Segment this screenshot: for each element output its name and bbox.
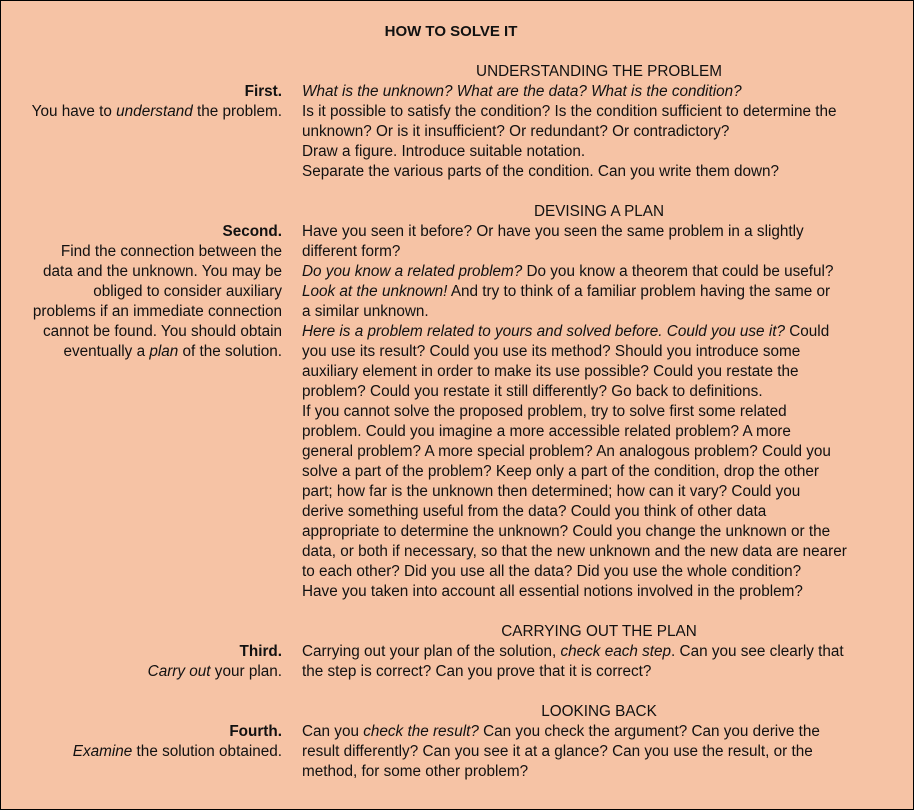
section-left-column — [1, 222, 282, 362]
step-description: problems if an immediate connection — [32, 303, 282, 320]
question-line: general problem? A more special problem? An analogous problem? Could you — [302, 443, 831, 460]
text-run: You have to — [31, 103, 117, 120]
question-line: problem? Could you restate it still differently? Go back to definitions. — [302, 383, 763, 400]
section-heading: DEVISING A PLAN — [533, 203, 665, 220]
question-line — [302, 642, 902, 662]
question-line: problem. Could you imagine a more accessible related problem? A more — [302, 423, 791, 440]
question-line: method, for some other problem? — [302, 763, 529, 780]
step-description — [1, 662, 282, 682]
question-line: Is it possible to satisfy the condition? Is the condition sufficient to determine the — [302, 103, 837, 120]
section-right-column — [302, 222, 902, 602]
section-left-column — [1, 722, 282, 762]
question-line: What is the unknown? What are the data? What is the condition? — [302, 83, 742, 100]
step-label: Fourth. — [229, 723, 282, 740]
question-line: a similar unknown. — [302, 303, 429, 320]
text-run: Can you check the argument? Can you derive the — [478, 723, 820, 740]
text-run: And try to think of a familiar problem having the same or — [447, 283, 831, 300]
step-description — [1, 102, 282, 122]
emphasis-text: plan — [149, 343, 179, 360]
section-right-column — [302, 722, 902, 782]
question-line: unknown? Or is it insufficient? Or redundant? Or contradictory? — [302, 123, 730, 140]
question-line: part; how far is the unknown then determined; how can it vary? Could you — [302, 483, 801, 500]
question-line — [302, 722, 902, 742]
step-description: obliged to consider auxiliary — [93, 283, 282, 300]
emphasis-text: Examine — [72, 743, 133, 760]
question-line: Have you taken into account all essential notions involved in the problem? — [302, 583, 803, 600]
text-run: the solution obtained. — [132, 743, 282, 760]
section-right-column — [302, 82, 902, 182]
emphasis-text: Carry out — [147, 663, 211, 680]
question-line: the step is correct? Can you prove that it is correct? — [302, 663, 652, 680]
question-line: appropriate to determine the unknown? Could you change the unknown or the — [302, 523, 831, 540]
question-line: you use its result? Could you use its method? Should you introduce some — [302, 343, 801, 360]
text-run: the problem. — [192, 103, 282, 120]
question-line: Draw a figure. Introduce suitable notation. — [302, 143, 586, 160]
text-run: Carrying out your plan of the solution, — [302, 643, 561, 660]
text-run: eventually a — [63, 343, 150, 360]
question-line: to each other? Did you use all the data? Did you use the whole condition? — [302, 563, 802, 580]
emphasis-text: check each step — [560, 643, 672, 660]
section-left-column — [1, 642, 282, 682]
question-line — [302, 262, 902, 282]
step-description: cannot be found. You should obtain — [42, 323, 282, 340]
question-line: Separate the various parts of the condition. Can you write them down? — [302, 163, 780, 180]
text-run: Do you know a theorem that could be useful? — [522, 263, 834, 280]
text-run: of the solution. — [178, 343, 282, 360]
text-run: your plan. — [210, 663, 282, 680]
emphasis-text: understand — [116, 103, 193, 120]
question-line: If you cannot solve the proposed problem, try to solve first some related — [302, 403, 787, 420]
step-description — [1, 342, 282, 362]
question-line: auxiliary element in order to make its use possible? Could you restate the — [302, 363, 799, 380]
emphasis-text: check the result? — [363, 723, 479, 740]
section-heading: LOOKING BACK — [541, 703, 657, 720]
text-run: Can you — [302, 723, 364, 740]
question-line: data, or both if necessary, so that the new unknown and the new data are nearer — [302, 543, 847, 560]
step-label: Second. — [222, 223, 282, 240]
question-line — [302, 282, 902, 302]
step-description: Find the connection between the — [60, 243, 282, 260]
section-heading: UNDERSTANDING THE PROBLEM — [476, 63, 722, 80]
question-line — [302, 322, 902, 342]
section-left-column — [1, 82, 282, 122]
step-description: data and the unknown. You may be — [43, 263, 282, 280]
text-run: . Can you see clearly that — [671, 643, 844, 660]
emphasis-text: Look at the unknown! — [302, 283, 448, 300]
emphasis-text: Do you know a related problem? — [302, 263, 523, 280]
step-description — [1, 742, 282, 762]
step-label: First. — [244, 83, 282, 100]
page-title: HOW TO SOLVE IT — [384, 23, 518, 40]
question-line: different form? — [302, 243, 401, 260]
question-line: result differently? Can you see it at a glance? Can you use the result, or the — [302, 743, 813, 760]
question-line: derive something useful from the data? Could you think of other data — [302, 503, 767, 520]
step-label: Third. — [239, 643, 282, 660]
section-right-column — [302, 642, 902, 682]
question-line: solve a part of the problem? Keep only a part of the condition, drop the other — [302, 463, 820, 480]
text-run: Could — [784, 323, 830, 340]
emphasis-text: Here is a problem related to yours and solved before. Could you use it? — [302, 323, 785, 340]
section-heading: CARRYING OUT THE PLAN — [501, 623, 697, 640]
question-line: Have you seen it before? Or have you seen the same problem in a slightly — [302, 223, 804, 240]
